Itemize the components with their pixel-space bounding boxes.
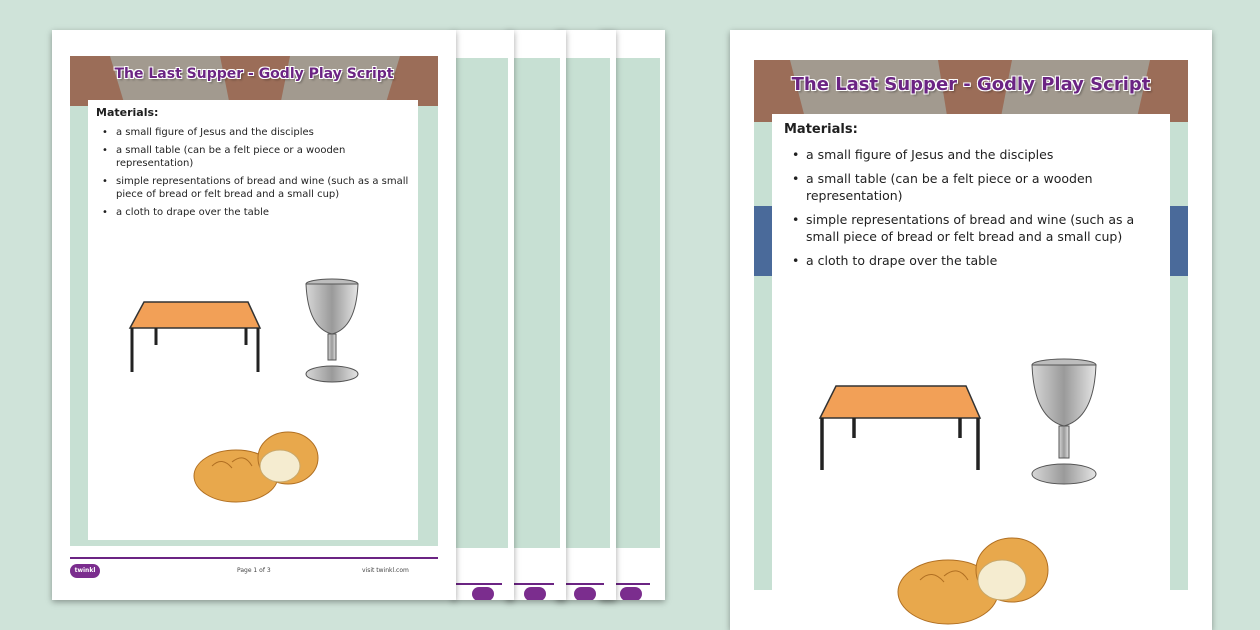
twinkl-logo-icon <box>524 587 546 600</box>
list-item: • simple representations of bread and wine (such as a small piece of bread or felt bread and a small cup) <box>792 211 1162 245</box>
list-item: • a small table (can be a felt piece or a wooden representation) <box>102 144 412 170</box>
chalice-icon <box>1028 358 1100 490</box>
footer-url: visit twinkl.com <box>362 567 409 574</box>
twinkl-logo-icon <box>620 587 642 600</box>
list-item: • a cloth to drape over the table <box>102 206 412 219</box>
footer-divider <box>70 557 438 559</box>
page-title: The Last Supper - Godly Play Script <box>791 74 1151 95</box>
materials-list <box>102 126 412 219</box>
twinkl-logo-icon <box>472 587 494 600</box>
twinkl-logo-icon: twinkl <box>70 564 100 578</box>
materials-panel <box>88 100 418 540</box>
footer-page-number: Page 1 of 3 <box>237 567 271 574</box>
table-icon <box>810 384 985 474</box>
stacked-page-2 <box>452 30 514 600</box>
page-title: The Last Supper - Godly Play Script <box>114 66 394 82</box>
materials-heading: Materials: <box>96 106 159 119</box>
materials-list <box>792 146 1162 269</box>
twinkl-logo-icon <box>574 587 596 600</box>
materials-heading: Materials: <box>784 122 858 137</box>
featured-page <box>730 30 1212 630</box>
stack-front-page <box>52 30 456 600</box>
list-item: • a small table (can be a felt piece or a wooden representation) <box>792 170 1162 204</box>
stacked-page-3 <box>506 30 566 600</box>
bread-icon <box>192 426 322 506</box>
list-item: • a cloth to drape over the table <box>792 252 1162 269</box>
materials-panel <box>772 114 1170 630</box>
chalice-icon <box>302 278 362 388</box>
bread-icon <box>896 532 1052 628</box>
list-item: • simple representations of bread and wine (such as a small piece of bread or felt bread and a small cup) <box>102 175 412 201</box>
list-item: • a small figure of Jesus and the disciples <box>792 146 1162 163</box>
table-icon <box>120 300 265 375</box>
list-item: • a small figure of Jesus and the disciples <box>102 126 412 139</box>
